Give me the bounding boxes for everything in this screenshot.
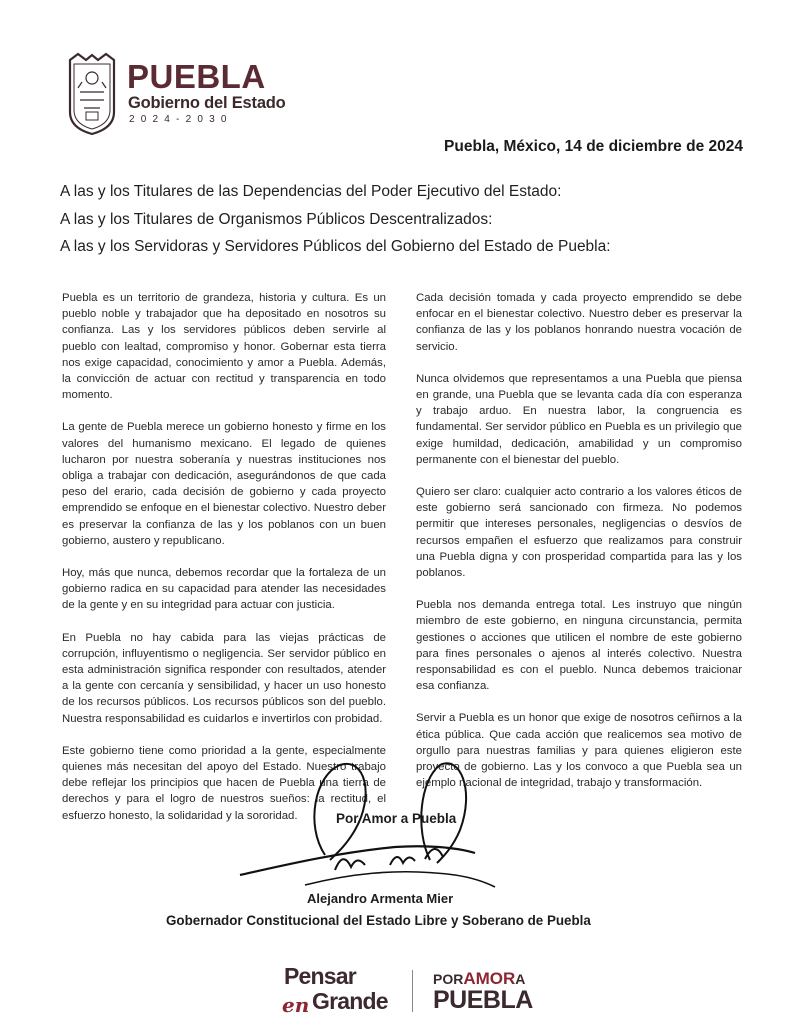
- footer-divider: [412, 970, 413, 1012]
- closing-phrase: Por Amor a Puebla: [336, 811, 457, 826]
- slogan-line-2: Grande: [312, 988, 388, 1014]
- signer-name: Alejandro Armenta Mier: [307, 891, 454, 906]
- paragraph: Puebla nos demanda entrega total. Les instruyo que ningún miembro de este gobierno, en ninguna circunstancia, permita gestiones o acciones que utilicen el nombre de este gobierno para fines personales o ajenos al interés colectivo. Nuestra responsabilidad es con el pueblo. Nunca debemos traicionar esa confianza.: [416, 599, 742, 693]
- recipient-line: A las y los Titulares de Organismos Públicos Descentralizados:: [60, 211, 493, 228]
- slogan-a: A: [515, 971, 526, 987]
- slogan-por: POR: [433, 971, 464, 987]
- slogan-line-1: Pensar: [284, 963, 356, 989]
- signer-title: Gobernador Constitucional del Estado Libre y Soberano de Puebla: [166, 913, 591, 928]
- paragraph: Cada decisión tomada y cada proyecto emprendido se debe enfocar en el bienestar colectivo. Nuestro deber es preservar la confianza de las y los poblanos honrando nuestra vocación de servicio.: [416, 292, 742, 353]
- body-right-column: [416, 290, 742, 807]
- recipient-line: A las y los Titulares de las Dependencias del Poder Ejecutivo del Estado:: [60, 183, 562, 200]
- brand-name: PUEBLA: [127, 58, 266, 95]
- brand-subtitle: Gobierno del Estado: [128, 94, 286, 112]
- slogan-pensar-en-grande: [282, 965, 394, 1015]
- signature-icon: [225, 735, 515, 915]
- coat-of-arms-icon: [64, 52, 120, 136]
- slogan-en: en: [282, 993, 310, 1017]
- paragraph: La gente de Puebla merece un gobierno honesto y firme en los valores del humanismo mexicano. El legado de quienes lucharon por nuestra soberanía y nuestras instituciones nos obliga a trabajar con dedicación, asegurándonos de que cada peso del erario, cada decisión de gobierno y cada proyecto emprendido se enfoque en el bienestar colectivo. Nuestro deber es preservar la confianza de las y los poblanos con un buen gobierno, austero y republicano.: [62, 421, 386, 547]
- paragraph: Este gobierno tiene como prioridad a la gente, especialmente quienes más necesitan del apoyo del Estado. Nuestro trabajo debe reflejar los principios que hacen de Puebla una tierra de derechos y para el logro de nuestros sueños: la rectitud, el esfuerzo honesto, la solidaridad y la sororidad.: [62, 744, 386, 822]
- brand-years: 2024-2030: [129, 114, 233, 125]
- date-line: Puebla, México, 14 de diciembre de 2024: [444, 138, 743, 155]
- paragraph: Nunca olvidemos que representamos a una Puebla que piensa en grande, una Puebla que se levanta cada día con esperanza y trabajo arduo. En nuestra labor, la congruencia es fundamental. Ser servidor público en Puebla es un privilegio que exige humildad, dedicación, amabilidad y un compromiso permanente con el bienestar del pueblo.: [416, 372, 742, 466]
- paragraph: Hoy, más que nunca, debemos recordar que la fortaleza de un gobierno radica en su capacidad para atender las necesidades de la gente y en su integridad para actuar con justicia.: [62, 567, 386, 612]
- recipient-line: A las y los Servidoras y Servidores Públicos del Gobierno del Estado de Puebla:: [60, 238, 611, 255]
- paragraph: Puebla es un territorio de grandeza, historia y cultura. Es un pueblo noble y trabajador que ha depositado en nosotros su confianza. Las y los servidores públicos deben servirle al pueblo con lealtad, compromiso y honor. Gobernar esta tierra nos exige capacidad, conocimiento y amor a Puebla. Además, la convicción de actuar con rectitud y transparencia en todo momento.: [62, 292, 386, 402]
- paragraph: Servir a Puebla es un honor que exige de nosotros ceñirnos a la ética pública. Que cada acción que realicemos sea motivo de orgullo para nuestras familias y para quienes eligieron este proyecto de gobierno. Las y los convoco a que Puebla sea un ejemplo nacional de integridad, trabajo y transformación.: [416, 712, 742, 790]
- paragraph: En Puebla no hay cabida para las viejas prácticas de corrupción, influyentismo o negligencia. Ser servidor público en esta administración significa responder con resultados, atender a la gente con cercanía y sensibilidad, y hacer un uso honesto de los recursos públicos. Los recursos públicos son del pueblo. Nuestra responsabilidad es cuidarlos e invertirlos con probidad.: [62, 631, 386, 725]
- paragraph: Quiero ser claro: cualquier acto contrario a los valores éticos de este gobierno será sancionado con firmeza. No podemos permitir que intereses personales, negligencias o desvíos de recursos empañen el esfuerzo que realizamos para construir una Puebla digna y con prosperidad compartida para las y los poblanos.: [416, 486, 742, 580]
- slogan-puebla: PUEBLA: [433, 986, 533, 1014]
- slogan-amor: AMOR: [463, 969, 516, 988]
